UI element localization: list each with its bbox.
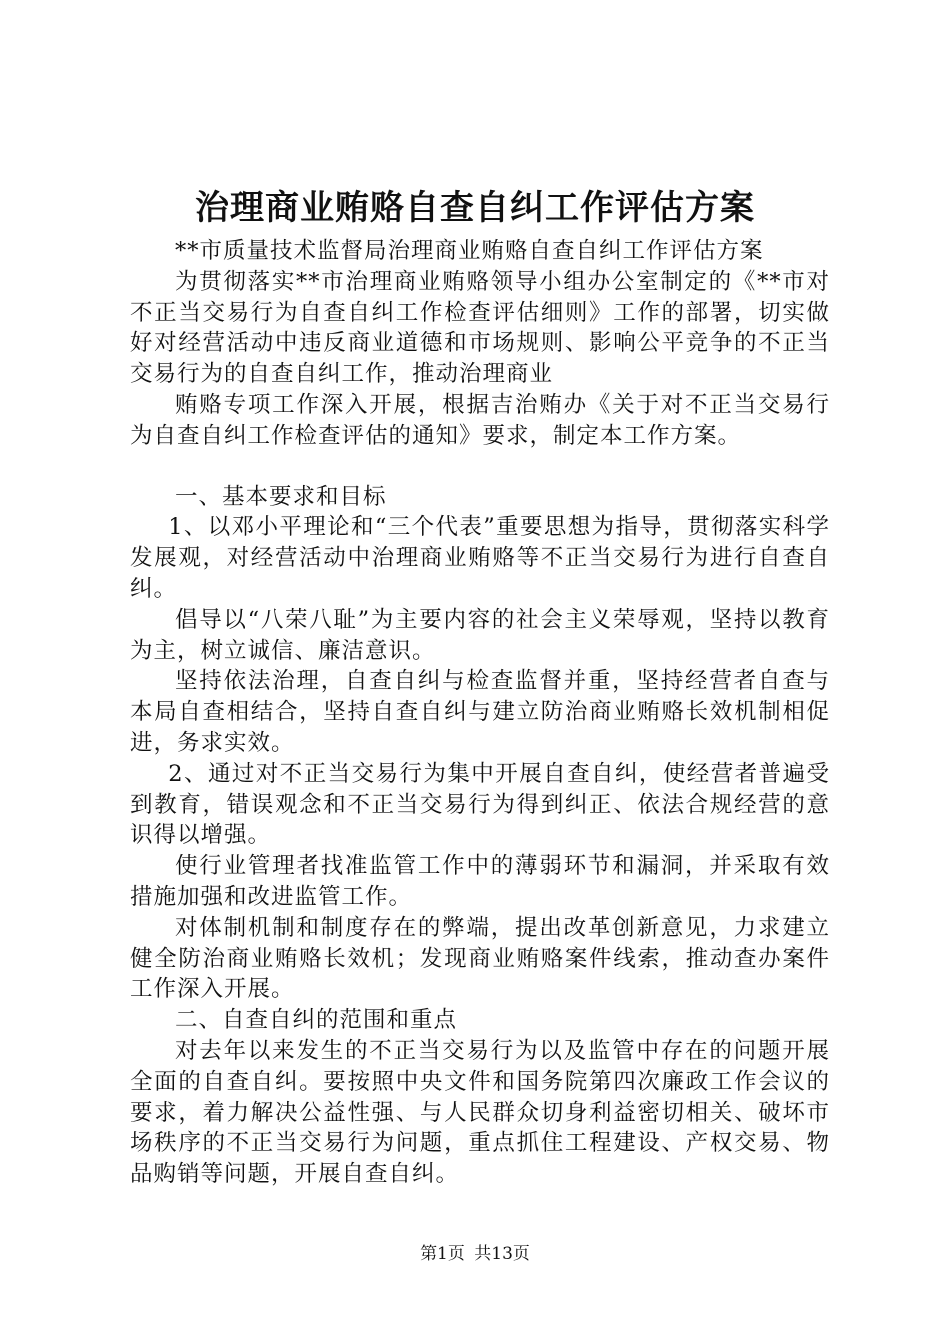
page-footer	[0, 1242, 950, 1266]
paragraph-intro-continued: 贿赂专项工作深入开展，根据吉治贿办《关于对不正当交易行为自查自纠工作检查评估的通知》要求，制定本工作方案。	[130, 391, 830, 449]
paragraph-intro: 为贯彻落实**市治理商业贿赂领导小组办公室制定的《**市对不正当交易行为自查自纠工作检查评估细则》工作的部署，切实做好对经营活动中违反商业道德和市场规则、影响公平竞争的不正当交易行为的自查自纠工作，推动治理商业	[130, 268, 830, 388]
document-body	[130, 236, 830, 1190]
page-number: 第1页	[420, 1244, 465, 1264]
paragraph-gap	[130, 452, 830, 482]
page-total: 共13页	[474, 1244, 530, 1264]
paragraph-item-2: 2、通过对不正当交易行为集中开展自查自纠，使经营者普遍受到教育，错误观念和不正当交易行为得到纠正、依法合规经营的意识得以增强。	[130, 760, 830, 849]
document-title: 治理商业贿赂自查自纠工作评估方案	[195, 188, 755, 228]
paragraph: 倡导以“八荣八耻”为主要内容的社会主义荣辱观，坚持以教育为主，树立诚信、廉洁意识。	[130, 606, 830, 664]
paragraph: 对去年以来发生的不正当交易行为以及监管中存在的问题开展全面的自查自纠。要按照中央文件和国务院第四次廉政工作会议的要求，着力解决公益性强、与人民群众切身利益密切相关、破坏市场秩序的不正当交易行为问题，重点抓住工程建设、产权交易、物品购销等问题，开展自查自纠。	[130, 1037, 830, 1188]
paragraph: 对体制机制和制度存在的弊端，提出改革创新意见，力求建立健全防治商业贿赂长效机；发现商业贿赂案件线索，推动查办案件工作深入开展。	[130, 914, 830, 1003]
section-heading-2: 二、自查自纠的范围和重点	[175, 1007, 458, 1034]
paragraph: 坚持依法治理，自查自纠与检查监督并重，坚持经营者自查与本局自查相结合，坚持自查自纠与建立防治商业贿赂长效机制相促进，务求实效。	[130, 668, 830, 756]
paragraph-item-1: 1、以邓小平理论和“三个代表”重要思想为指导，贯彻落实科学发展观，对经营活动中治理商业贿赂等不正当交易行为进行自查自纠。	[130, 514, 830, 602]
section-heading-1: 一、基本要求和目标	[175, 483, 387, 510]
paragraph: 使行业管理者找准监管工作中的薄弱环节和漏洞，并采取有效措施加强和改进监管工作。	[130, 853, 830, 910]
paragraph-subtitle: **市质量技术监督局治理商业贿赂自查自纠工作评估方案	[175, 238, 764, 264]
